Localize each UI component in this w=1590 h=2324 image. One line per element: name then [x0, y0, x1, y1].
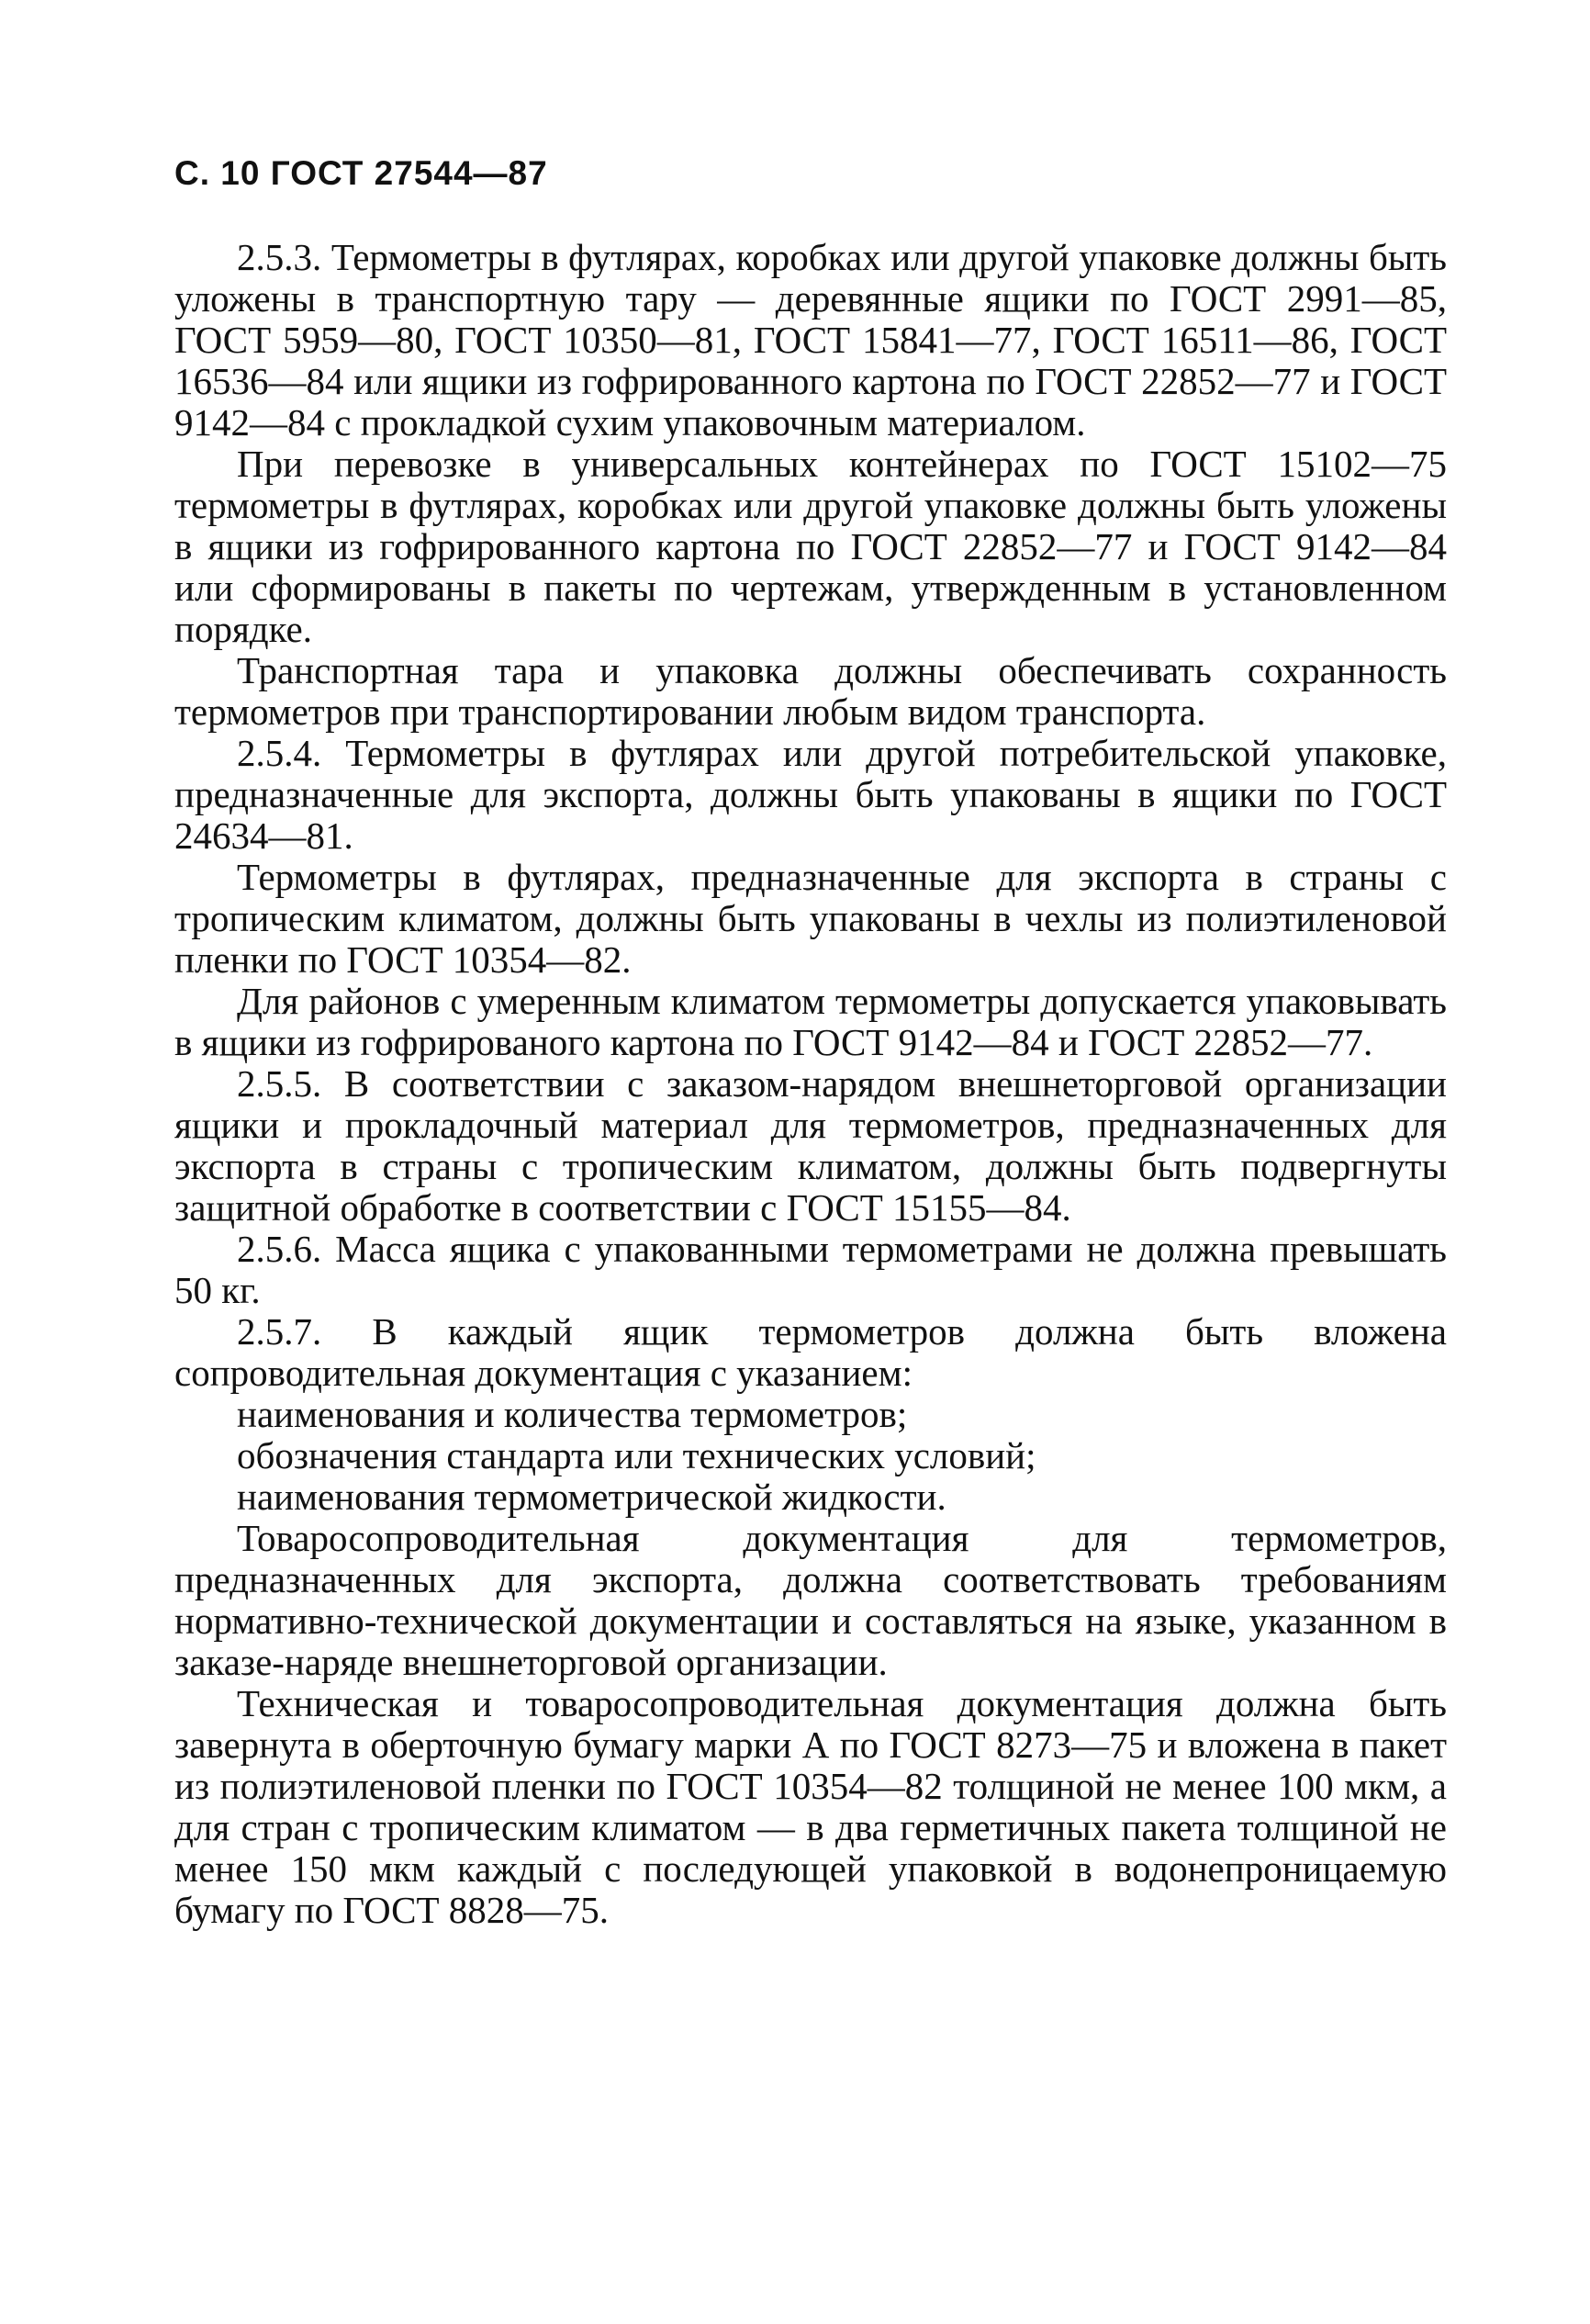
paragraph-document-wrapping: Техническая и товаросопроводительная документация должна быть завернута в оберточную бумагу марки А по ГОСТ 8273—75 и вложена в пакет из полиэтиленовой пленки по ГОСТ 10354—82 толщиной не менее 100 мкм, а для стран с тропическим климатом — в два герметичных пакета толщиной не менее 150 мкм каждый с последующей упаковкой в водонепроницаемую бумагу по ГОСТ 8828—75. [174, 1682, 1447, 1931]
paragraph-2-5-6: 2.5.6. Масса ящика с упакованными термометрами не должна превышать 50 кг. [174, 1228, 1447, 1311]
list-item: наименования термометрической жидкости. [237, 1476, 946, 1518]
paragraph-shipping-documents: Товаросопроводительная документация для термометров, предназначенных для экспорта, должна соответствовать требованиям нормативно-технической документации и составляться на языке, указанном в заказе-наряде внешнеторговой организации. [174, 1517, 1447, 1683]
paragraph-2-5-4: 2.5.4. Термометры в футлярах или другой потребительской упаковке, предназначенные для экспорта, должны быть упакованы в ящики по ГОСТ 24634—81. [174, 732, 1447, 857]
list-item: наименования и количества термометров; [237, 1393, 908, 1435]
running-head: С. 10 ГОСТ 27544—87 [174, 154, 548, 192]
paragraph-moderate-climate: Для районов с умеренным климатом термометры допускается упаковывать в ящики из гофрированого картона по ГОСТ 9142—84 и ГОСТ 22852—77. [174, 980, 1447, 1063]
paragraph-2-5-5: 2.5.5. В соответствии с заказом-нарядом внешнеторговой организации ящики и прокладочный материал для термометров, предназначенных для экспорта в страны с тропическим климатом, должны быть подвергнуты защитной обработке в соответствии с ГОСТ 15155—84. [174, 1062, 1447, 1229]
paragraph-2-5-3: 2.5.3. Термометры в футлярах, коробках или другой упаковке должны быть уложены в транспортную тару — деревянные ящики по ГОСТ 2991—85, ГОСТ 5959—80, ГОСТ 10350—81, ГОСТ 15841—77, ГОСТ 16511—86, ГОСТ 16536—84 или ящики из гофрированного картона по ГОСТ 22852—77 и ГОСТ 9142—84 с прокладкой сухим упаковочным материалом. [174, 236, 1447, 443]
paragraph-tropical-export: Термометры в футлярах, предназначенные для экспорта в страны с тропическим климатом, должны быть упакованы в чехлы из полиэтиленовой пленки по ГОСТ 10354—82. [174, 856, 1447, 981]
list-item: обозначения стандарта или технических условий; [237, 1434, 1036, 1476]
paragraph-container-transport: При перевозке в универсальных контейнерах по ГОСТ 15102—75 термометры в футлярах, коробках или другой упаковке должны быть уложены в ящики из гофрированного картона по ГОСТ 22852—77 и ГОСТ 9142—84 или сформированы в пакеты по чертежам, утвержденным в установленном порядке. [174, 443, 1447, 650]
paragraph-transport-packaging: Транспортная тара и упаковка должны обеспечивать сохранность термометров при транспортировании любым видом транспорта. [174, 649, 1447, 733]
paragraph-2-5-7: 2.5.7. В каждый ящик термометров должна быть вложена сопроводительная документация с указанием: [174, 1310, 1447, 1394]
body-text [174, 237, 1447, 1931]
